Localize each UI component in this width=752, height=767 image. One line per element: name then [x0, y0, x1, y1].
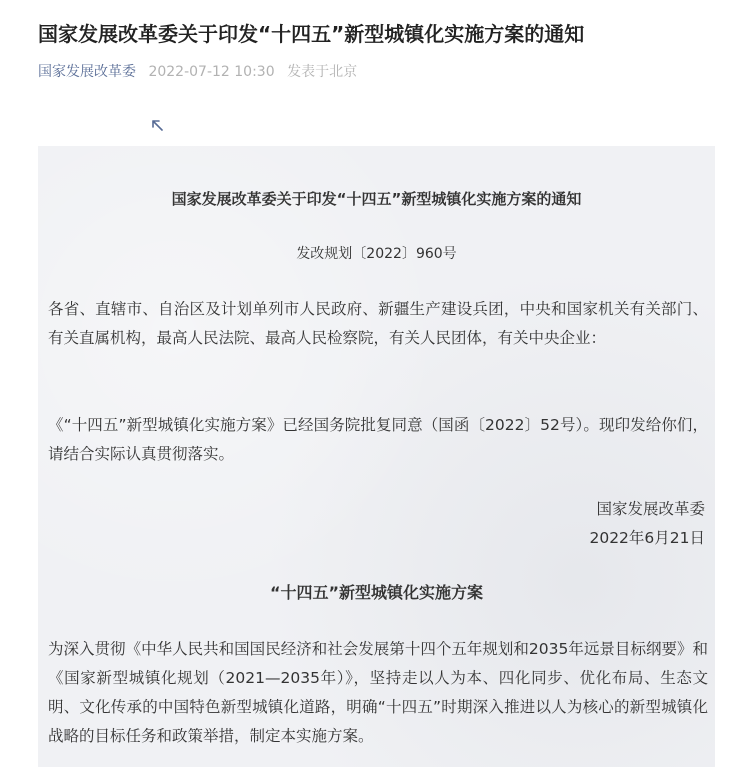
expand-arrow-icon[interactable] — [150, 118, 166, 134]
document-number: 发改规划〔2022〕960号 — [296, 246, 457, 262]
article-meta — [38, 62, 357, 82]
signature-org: 国家发展改革委 — [596, 500, 705, 518]
document-image — [38, 146, 715, 767]
plan-intro-paragraph: 为深入贯彻《中华人民共和国国民经济和社会发展第十四个五年规划和2035年远景目标纲要》和《国家新型城镇化规划（2021—2035年）》，坚持走以人为本、四化同步、优化布局、生态文明、文化传承的中国特色新型城镇化道路，明确“十四五”时期深入推进以人为核心的新型城镇化战略的目标任务和政策举措，制定本实施方案。 — [48, 640, 708, 745]
recipients-paragraph: 各省、直辖市、自治区及计划单列市人民政府、新疆生产建设兵团，中央和国家机关有关部门、有关直属机构，最高人民法院、最高人民检察院，有关人民团体，有关中央企业： — [48, 300, 708, 347]
article-title: 国家发展改革委关于印发“十四五”新型城镇化实施方案的通知 — [38, 22, 585, 46]
publish-location: 发表于北京 — [287, 64, 358, 80]
source-link[interactable]: 国家发展改革委 — [38, 64, 136, 80]
body-paragraph: 《“十四五”新型城镇化实施方案》已经国务院批复同意（国函〔2022〕52号）。现印发给你们，请结合实际认真贯彻落实。 — [48, 416, 708, 463]
signature-date: 2022年6月21日 — [589, 529, 705, 547]
plan-title: “十四五”新型城镇化实施方案 — [269, 583, 484, 602]
publish-datetime: 2022-07-12 10:30 — [148, 64, 275, 80]
document-title: 国家发展改革委关于印发“十四五”新型城镇化实施方案的通知 — [171, 190, 582, 208]
